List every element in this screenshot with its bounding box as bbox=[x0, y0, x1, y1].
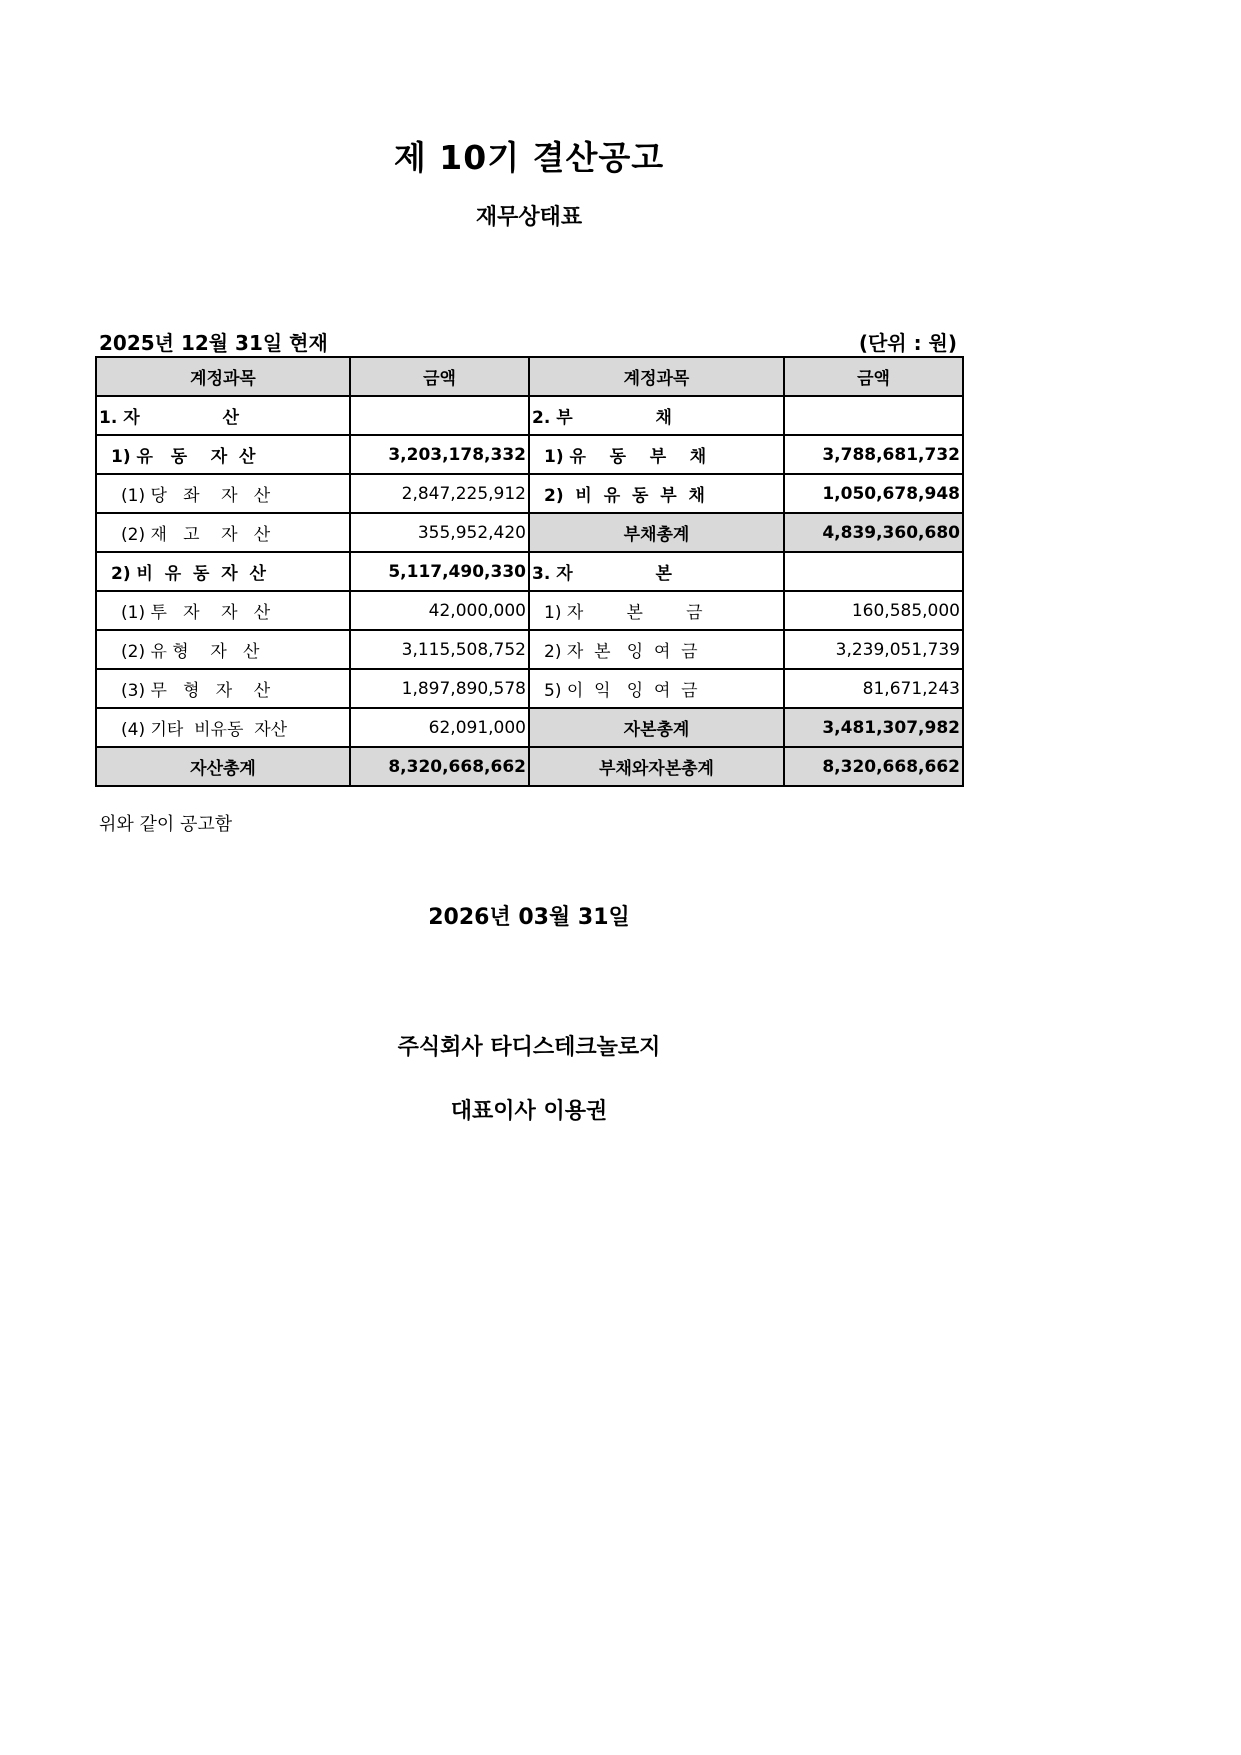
current-assets-label: 1) 유 동 자 산 bbox=[96, 435, 350, 474]
amount-cell bbox=[784, 396, 963, 435]
inventory-label: (2) 재 고 자 산 bbox=[96, 513, 350, 552]
document-subtitle: 재무상태표 bbox=[475, 205, 583, 230]
header-account: 계정과목 bbox=[96, 357, 350, 396]
quick-assets-amount: 2,847,225,912 bbox=[350, 474, 529, 513]
quick-assets-label: (1) 당 좌 자 산 bbox=[96, 474, 350, 513]
total-assets-label: 자산총계 bbox=[96, 747, 350, 786]
table-row bbox=[96, 552, 963, 591]
section-liabilities: 2. 부 채 bbox=[529, 396, 784, 435]
totals-row bbox=[96, 747, 963, 786]
capital-surplus-amount: 3,239,051,739 bbox=[784, 630, 963, 669]
noncurrent-liabilities-amount: 1,050,678,948 bbox=[784, 474, 963, 513]
table-row bbox=[96, 630, 963, 669]
amount-cell bbox=[784, 552, 963, 591]
table-header-row bbox=[96, 357, 963, 396]
capital-stock-label: 1) 자 본 금 bbox=[529, 591, 784, 630]
table-row bbox=[96, 669, 963, 708]
table-row bbox=[96, 591, 963, 630]
table-row bbox=[96, 708, 963, 747]
representative-name: 대표이사 이용권 bbox=[450, 1099, 608, 1124]
document-title: 제 10기 결산공고 bbox=[393, 138, 665, 177]
capital-surplus-label: 2) 자 본 잉 여 금 bbox=[529, 630, 784, 669]
retained-earnings-amount: 81,671,243 bbox=[784, 669, 963, 708]
investment-assets-label: (1) 투 자 자 산 bbox=[96, 591, 350, 630]
current-assets-amount: 3,203,178,332 bbox=[350, 435, 529, 474]
other-noncurrent-assets-label: (4) 기타 비유동 자산 bbox=[96, 708, 350, 747]
noncurrent-liabilities-label: 2) 비 유 동 부 채 bbox=[529, 474, 784, 513]
header-amount: 금액 bbox=[784, 357, 963, 396]
total-liabilities-label: 부채총계 bbox=[529, 513, 784, 552]
notice-text: 위와 같이 공고함 bbox=[99, 814, 233, 835]
table-row bbox=[96, 435, 963, 474]
retained-earnings-label: 5) 이 익 잉 여 금 bbox=[529, 669, 784, 708]
as-of-date: 2025년 12월 31일 현재 bbox=[99, 331, 328, 355]
capital-stock-amount: 160,585,000 bbox=[784, 591, 963, 630]
header-account: 계정과목 bbox=[529, 357, 784, 396]
intangible-assets-label: (3) 무 형 자 산 bbox=[96, 669, 350, 708]
other-noncurrent-assets-amount: 62,091,000 bbox=[350, 708, 529, 747]
current-liabilities-amount: 3,788,681,732 bbox=[784, 435, 963, 474]
unit-label: (단위 : 원) bbox=[858, 331, 957, 355]
header-amount: 금액 bbox=[350, 357, 529, 396]
tangible-assets-label: (2) 유 형 자 산 bbox=[96, 630, 350, 669]
noncurrent-assets-amount: 5,117,490,330 bbox=[350, 552, 529, 591]
intangible-assets-amount: 1,897,890,578 bbox=[350, 669, 529, 708]
noncurrent-assets-label: 2) 비 유 동 자 산 bbox=[96, 552, 350, 591]
total-assets-amount: 8,320,668,662 bbox=[350, 747, 529, 786]
total-liabilities-amount: 4,839,360,680 bbox=[784, 513, 963, 552]
total-liabilities-equity-amount: 8,320,668,662 bbox=[784, 747, 963, 786]
balance-sheet-table bbox=[95, 356, 964, 787]
tangible-assets-amount: 3,115,508,752 bbox=[350, 630, 529, 669]
inventory-amount: 355,952,420 bbox=[350, 513, 529, 552]
table-row bbox=[96, 513, 963, 552]
section-assets: 1. 자 산 bbox=[96, 396, 350, 435]
total-liabilities-equity-label: 부채와자본총계 bbox=[529, 747, 784, 786]
current-liabilities-label: 1) 유 동 부 채 bbox=[529, 435, 784, 474]
investment-assets-amount: 42,000,000 bbox=[350, 591, 529, 630]
announcement-date: 2026년 03월 31일 bbox=[428, 905, 630, 930]
total-equity-label: 자본총계 bbox=[529, 708, 784, 747]
table-row bbox=[96, 474, 963, 513]
company-name: 주식회사 타디스테크놀로지 bbox=[397, 1035, 661, 1060]
total-equity-amount: 3,481,307,982 bbox=[784, 708, 963, 747]
section-equity: 3. 자 본 bbox=[529, 552, 784, 591]
table-row bbox=[96, 396, 963, 435]
amount-cell bbox=[350, 396, 529, 435]
